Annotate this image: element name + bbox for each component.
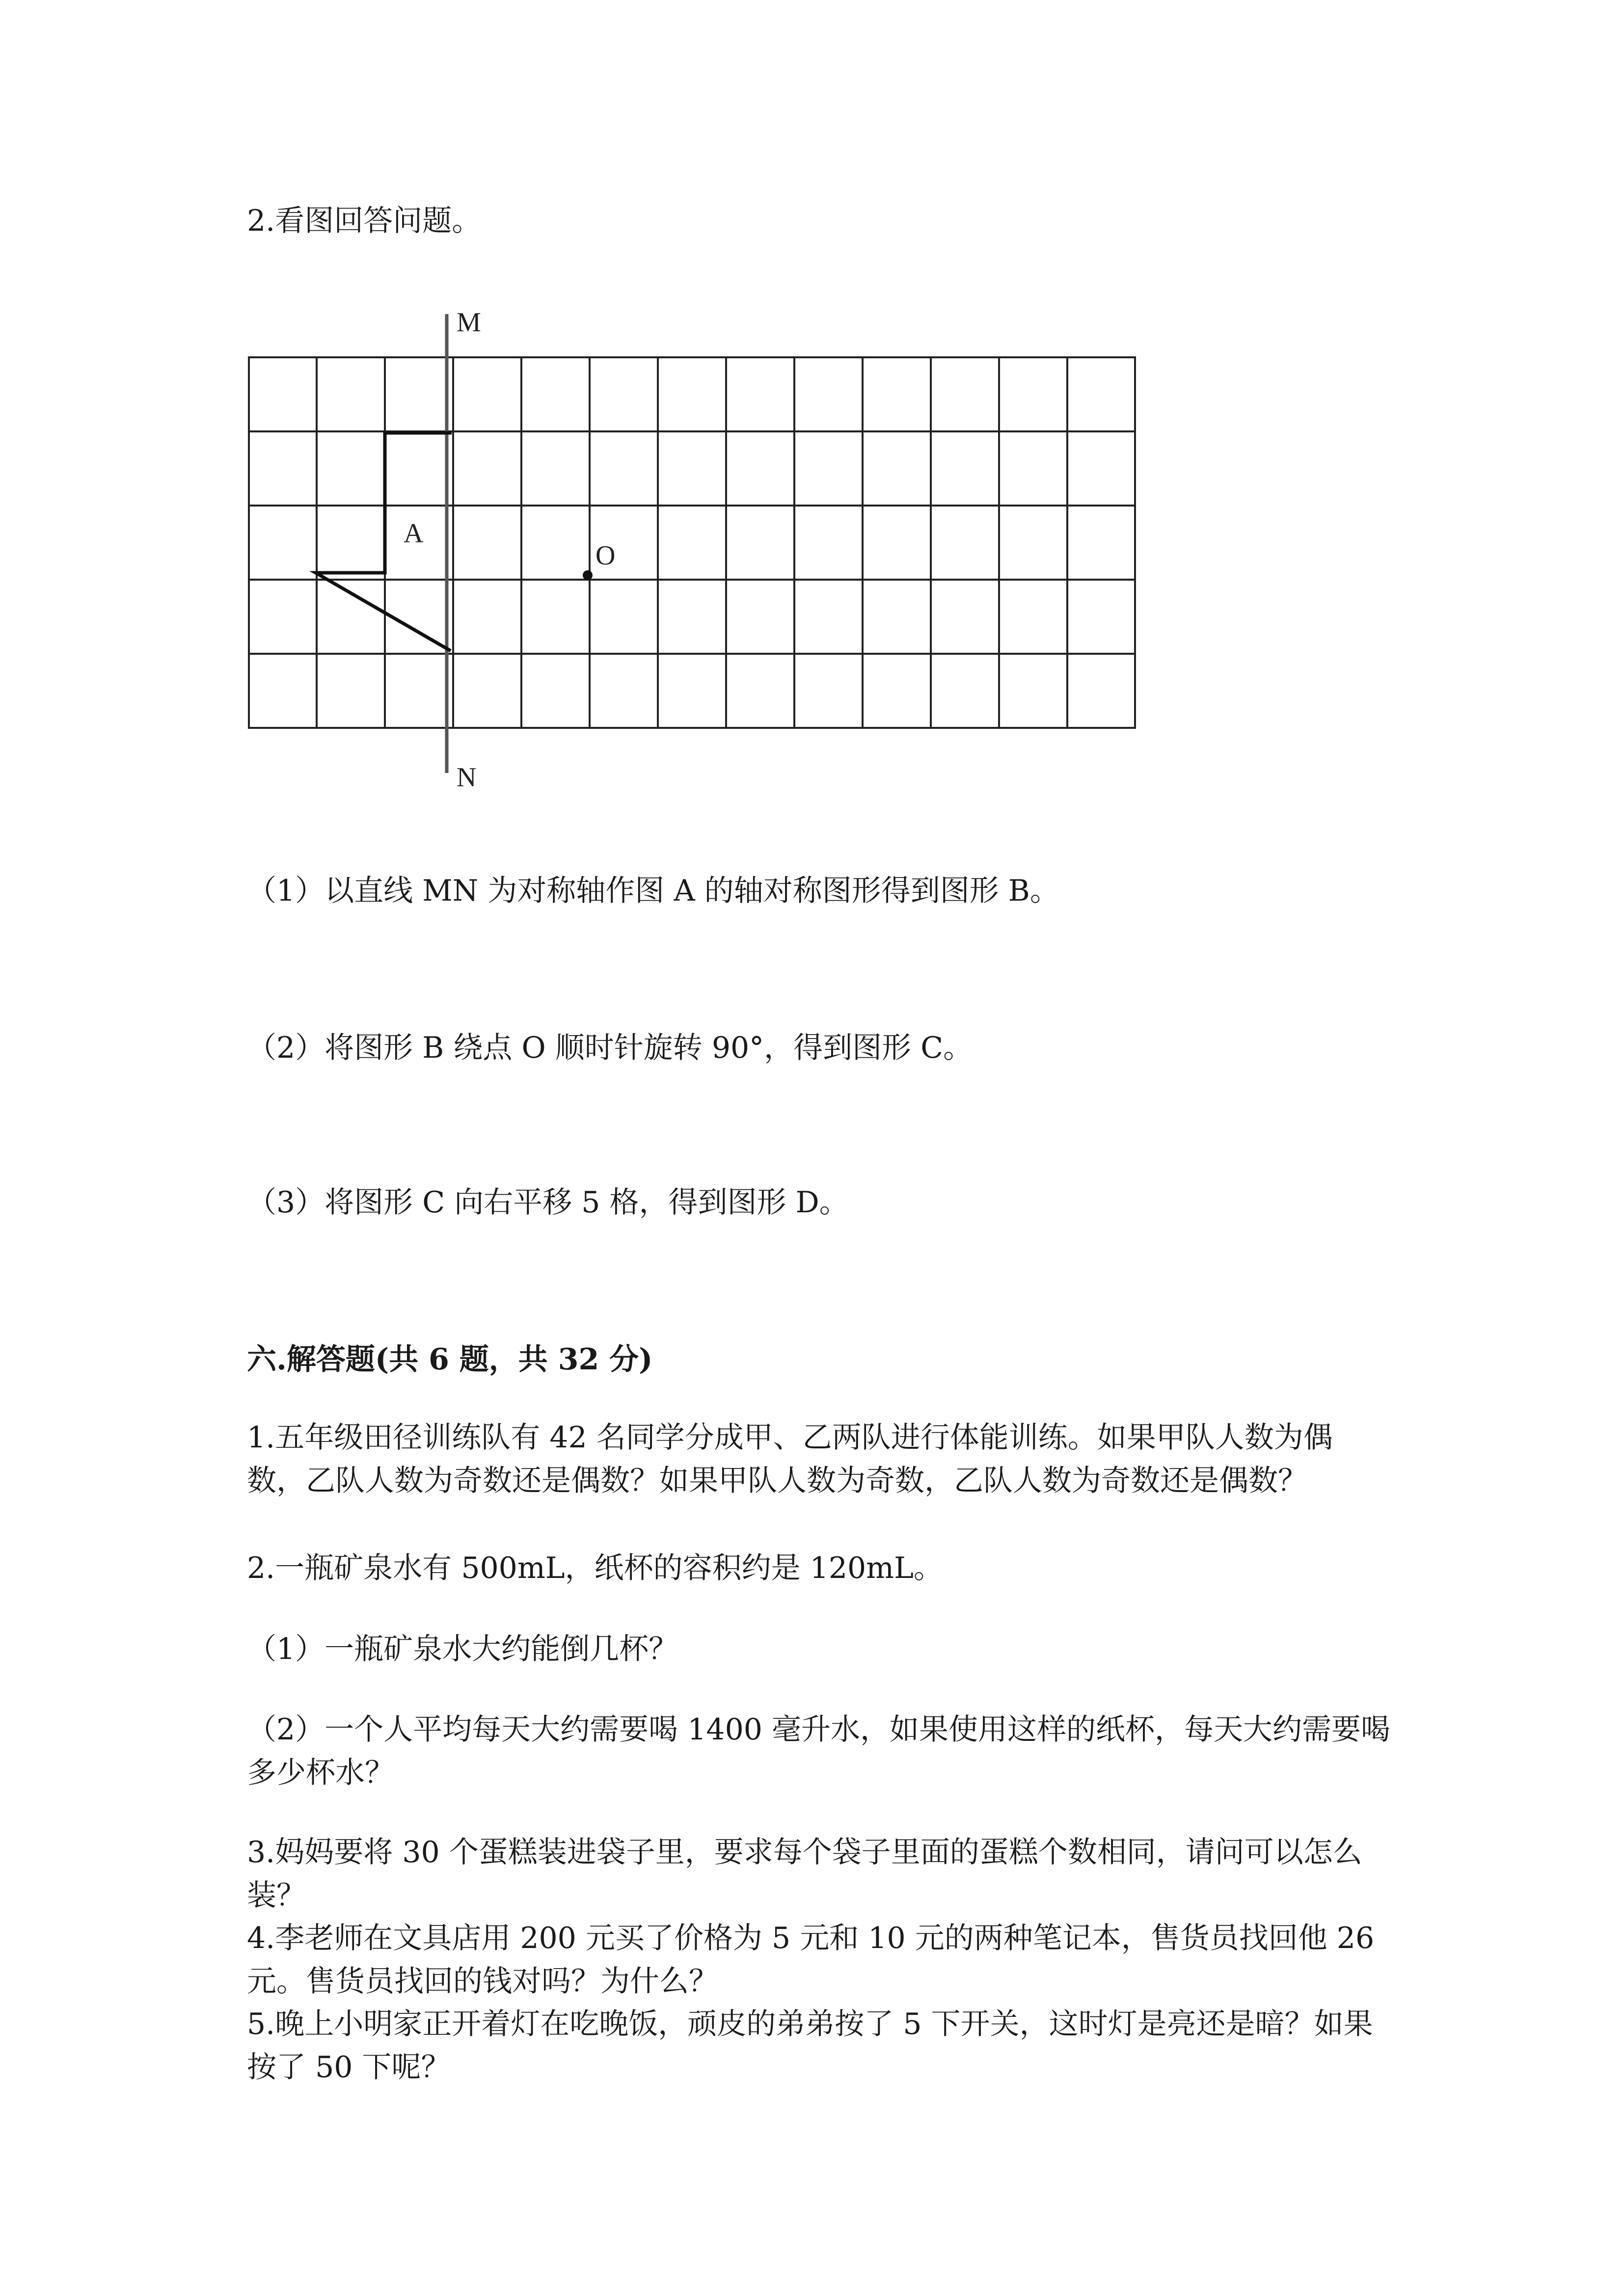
question-2-title: 2.看图回答问题。	[247, 204, 482, 238]
figure-a-shape	[316, 433, 452, 651]
problem-2-part-2: （2）一个人平均每天大约需要喝 1400 毫升水，如果使用这样的纸杯，每天大约需要喝多少杯水？	[247, 1712, 1391, 1790]
point-o	[583, 570, 593, 580]
section-6-title: 六.解答题(共 6 题，共 32 分)	[247, 1342, 653, 1377]
sub-question-1: （1）以直线 MN 为对称轴作图 A 的轴对称图形得到图形 B。	[247, 874, 1059, 908]
label-o: O	[595, 540, 616, 571]
grid-lines	[249, 357, 1135, 728]
problem-2: 2.一瓶矿泉水有 500mL，纸杯的容积约是 120mL。	[247, 1551, 943, 1585]
sub-question-3: （3）将图形 C 向右平移 5 格，得到图形 D。	[247, 1185, 849, 1220]
problem-2-part-1: （1）一瓶矿泉水大约能倒几杯？	[247, 1632, 678, 1666]
sub-question-2: （2）将图形 B 绕点 O 顺时针旋转 90°，得到图形 C。	[247, 1031, 973, 1065]
label-m: M	[457, 307, 481, 338]
problem-3: 3.妈妈要将 30 个蛋糕装进袋子里，要求每个袋子里面的蛋糕个数相同，请问可以怎么装？	[247, 1835, 1362, 1913]
label-n: N	[457, 762, 477, 793]
problem-5: 5.晚上小明家正开着灯在吃晚饭，顽皮的弟弟按了 5 下开关，这时灯是亮还是暗？如果按了 50 下呢？	[247, 2007, 1373, 2084]
symmetry-grid-figure	[241, 304, 1149, 800]
problem-4: 4.李老师在文具店用 200 元买了价格为 5 元和 10 元的两种笔记本，售货员找回他 26 元。售货员找回的钱对吗？为什么？	[247, 1921, 1375, 1999]
label-a: A	[404, 518, 424, 549]
problem-1: 1.五年级田径训练队有 42 名同学分成甲、乙两队进行体能训练。如果甲队人数为偶数，乙队人数为奇数还是偶数？如果甲队人数为奇数，乙队人数为奇数还是偶数？	[247, 1420, 1333, 1498]
grid-border	[249, 357, 1135, 728]
